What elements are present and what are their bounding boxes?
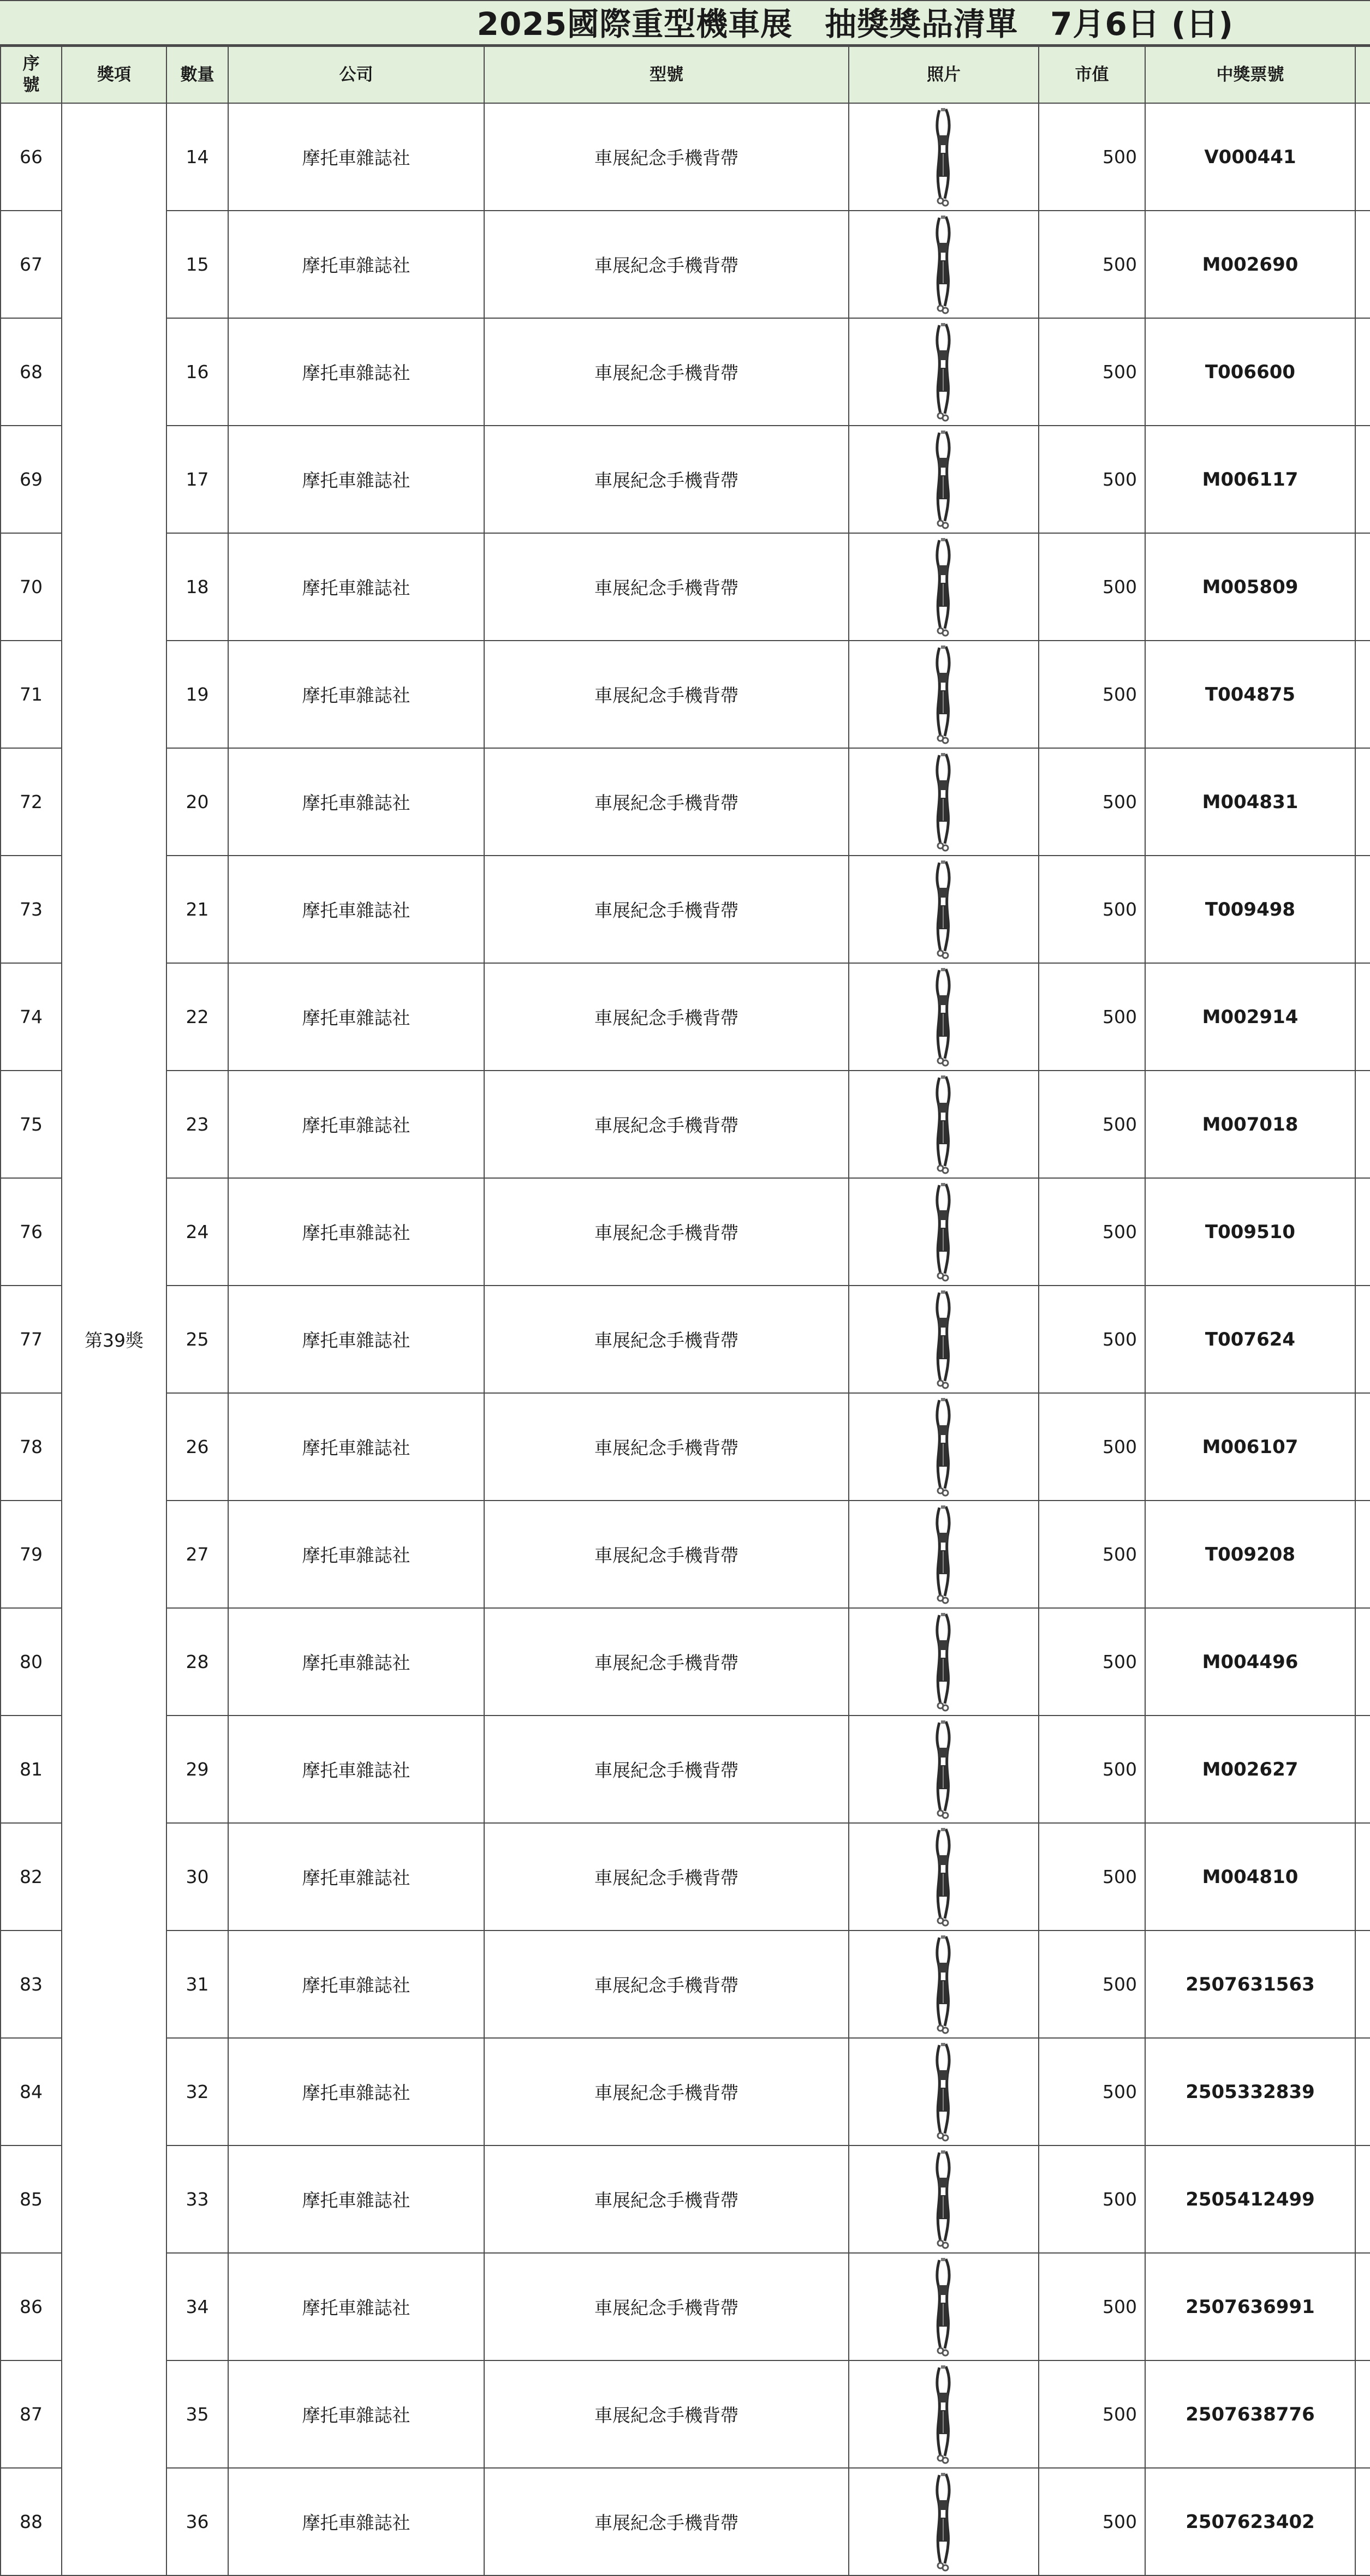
qty-cell: 19 — [166, 641, 228, 748]
seq-cell: 80 — [1, 1608, 62, 1716]
prize-cell: 第39獎 — [62, 103, 166, 2575]
qty-cell: 22 — [166, 963, 228, 1071]
phone-strap-icon — [927, 537, 960, 637]
company-cell: 摩托車雜誌社 — [228, 641, 484, 748]
value-cell: 500 — [1039, 426, 1145, 533]
value-cell: 500 — [1039, 1716, 1145, 1823]
table-row — [1, 1178, 1370, 1286]
value-cell: 500 — [1039, 2468, 1145, 2575]
header-model: 型號 — [484, 46, 849, 103]
model-cell: 車展紀念手機背帶 — [484, 426, 849, 533]
model-cell: 車展紀念手機背帶 — [484, 2360, 849, 2468]
header-seq: 序號 — [1, 46, 62, 103]
phone-strap-icon — [927, 967, 960, 1067]
value-cell: 500 — [1039, 533, 1145, 641]
value-cell: 500 — [1039, 641, 1145, 748]
table-row — [1, 426, 1370, 533]
ticket-cell: M004810 — [1145, 1823, 1355, 1930]
ticket-cell: 2505412499 — [1145, 2145, 1355, 2253]
seq-cell: 71 — [1, 641, 62, 748]
table-row — [1, 533, 1370, 641]
extra-cell — [1355, 963, 1370, 1071]
company-cell: 摩托車雜誌社 — [228, 426, 484, 533]
page-title: 2025國際重型機車展 抽獎獎品清單 7月6日 (日) — [476, 5, 1234, 43]
qty-cell: 31 — [166, 1930, 228, 2038]
company-cell: 摩托車雜誌社 — [228, 748, 484, 856]
seq-cell: 66 — [1, 103, 62, 211]
value-cell: 500 — [1039, 1393, 1145, 1501]
model-cell: 車展紀念手機背帶 — [484, 1393, 849, 1501]
model-cell: 車展紀念手機背帶 — [484, 1608, 849, 1716]
extra-cell — [1355, 1178, 1370, 1286]
seq-cell: 79 — [1, 1501, 62, 1608]
header-prize: 獎項 — [62, 46, 166, 103]
value-cell: 500 — [1039, 748, 1145, 856]
model-cell: 車展紀念手機背帶 — [484, 2468, 849, 2575]
photo-cell — [849, 1178, 1039, 1286]
company-cell: 摩托車雜誌社 — [228, 2038, 484, 2145]
extra-cell — [1355, 533, 1370, 641]
qty-cell: 25 — [166, 1286, 228, 1393]
company-cell: 摩托車雜誌社 — [228, 856, 484, 963]
seq-cell: 82 — [1, 1823, 62, 1930]
extra-cell — [1355, 748, 1370, 856]
phone-strap-icon — [927, 1074, 960, 1175]
photo-cell — [849, 533, 1039, 641]
value-cell: 500 — [1039, 963, 1145, 1071]
ticket-cell: T009510 — [1145, 1178, 1355, 1286]
phone-strap-icon — [927, 1827, 960, 1927]
company-cell: 摩托車雜誌社 — [228, 2253, 484, 2360]
photo-cell — [849, 2468, 1039, 2575]
extra-cell — [1355, 2038, 1370, 2145]
table-row — [1, 2360, 1370, 2468]
qty-cell: 20 — [166, 748, 228, 856]
model-cell: 車展紀念手機背帶 — [484, 641, 849, 748]
company-cell: 摩托車雜誌社 — [228, 1393, 484, 1501]
company-cell: 摩托車雜誌社 — [228, 1823, 484, 1930]
seq-cell: 69 — [1, 426, 62, 533]
prize-table — [0, 46, 1370, 2576]
seq-cell: 76 — [1, 1178, 62, 1286]
qty-cell: 29 — [166, 1716, 228, 1823]
extra-cell — [1355, 2468, 1370, 2575]
extra-cell — [1355, 1286, 1370, 1393]
photo-cell — [849, 103, 1039, 211]
model-cell: 車展紀念手機背帶 — [484, 1716, 849, 1823]
table-row — [1, 318, 1370, 426]
table-row — [1, 641, 1370, 748]
qty-cell: 15 — [166, 211, 228, 318]
table-row — [1, 103, 1370, 211]
value-cell: 500 — [1039, 2253, 1145, 2360]
seq-cell: 88 — [1, 2468, 62, 2575]
seq-cell: 84 — [1, 2038, 62, 2145]
value-cell: 500 — [1039, 856, 1145, 963]
table-row — [1, 1608, 1370, 1716]
qty-cell: 33 — [166, 2145, 228, 2253]
company-cell: 摩托車雜誌社 — [228, 1178, 484, 1286]
photo-cell — [849, 1501, 1039, 1608]
seq-cell: 74 — [1, 963, 62, 1071]
photo-cell — [849, 426, 1039, 533]
phone-strap-icon — [927, 859, 960, 960]
company-cell: 摩托車雜誌社 — [228, 211, 484, 318]
model-cell: 車展紀念手機背帶 — [484, 963, 849, 1071]
model-cell: 車展紀念手機背帶 — [484, 1501, 849, 1608]
company-cell: 摩托車雜誌社 — [228, 2468, 484, 2575]
extra-cell — [1355, 641, 1370, 748]
model-cell: 車展紀念手機背帶 — [484, 748, 849, 856]
photo-cell — [849, 856, 1039, 963]
phone-strap-icon — [927, 752, 960, 852]
qty-cell: 32 — [166, 2038, 228, 2145]
phone-strap-icon — [927, 1289, 960, 1390]
photo-cell — [849, 1823, 1039, 1930]
phone-strap-icon — [927, 1182, 960, 1282]
phone-strap-icon — [927, 2257, 960, 2357]
seq-cell: 77 — [1, 1286, 62, 1393]
phone-strap-icon — [927, 1934, 960, 2035]
extra-cell — [1355, 318, 1370, 426]
model-cell: 車展紀念手機背帶 — [484, 2038, 849, 2145]
extra-cell — [1355, 1501, 1370, 1608]
ticket-cell: T004875 — [1145, 641, 1355, 748]
table-row — [1, 1823, 1370, 1930]
table-row — [1, 856, 1370, 963]
table-body — [1, 103, 1370, 2575]
extra-cell — [1355, 2360, 1370, 2468]
table-row — [1, 1286, 1370, 1393]
model-cell: 車展紀念手機背帶 — [484, 1286, 849, 1393]
qty-cell: 14 — [166, 103, 228, 211]
seq-cell: 86 — [1, 2253, 62, 2360]
value-cell: 500 — [1039, 1501, 1145, 1608]
phone-strap-icon — [927, 429, 960, 530]
qty-cell: 17 — [166, 426, 228, 533]
ticket-cell: M002914 — [1145, 963, 1355, 1071]
photo-cell — [849, 1286, 1039, 1393]
extra-cell — [1355, 211, 1370, 318]
ticket-cell: M002690 — [1145, 211, 1355, 318]
table-row — [1, 2038, 1370, 2145]
seq-cell: 81 — [1, 1716, 62, 1823]
value-cell: 500 — [1039, 1178, 1145, 1286]
model-cell: 車展紀念手機背帶 — [484, 103, 849, 211]
table-row — [1, 748, 1370, 856]
extra-cell — [1355, 426, 1370, 533]
photo-cell — [849, 211, 1039, 318]
phone-strap-icon — [927, 2149, 960, 2250]
phone-strap-icon — [927, 107, 960, 207]
ticket-cell: M005809 — [1145, 533, 1355, 641]
seq-cell: 72 — [1, 748, 62, 856]
model-cell: 車展紀念手機背帶 — [484, 318, 849, 426]
table-row — [1, 1501, 1370, 1608]
value-cell: 500 — [1039, 1930, 1145, 2038]
header-extra — [1355, 46, 1370, 103]
qty-cell: 23 — [166, 1071, 228, 1178]
phone-strap-icon — [927, 644, 960, 745]
phone-strap-icon — [927, 1612, 960, 1712]
phone-strap-icon — [927, 1397, 960, 1497]
table-row — [1, 2145, 1370, 2253]
seq-cell: 83 — [1, 1930, 62, 2038]
value-cell: 500 — [1039, 318, 1145, 426]
value-cell: 500 — [1039, 2360, 1145, 2468]
model-cell: 車展紀念手機背帶 — [484, 1823, 849, 1930]
extra-cell — [1355, 1608, 1370, 1716]
table-row — [1, 2468, 1370, 2575]
company-cell: 摩托車雜誌社 — [228, 318, 484, 426]
ticket-cell: T006600 — [1145, 318, 1355, 426]
ticket-cell: T009498 — [1145, 856, 1355, 963]
header-value: 市值 — [1039, 46, 1145, 103]
seq-cell: 85 — [1, 2145, 62, 2253]
extra-cell — [1355, 2253, 1370, 2360]
photo-cell — [849, 2253, 1039, 2360]
photo-cell — [849, 1930, 1039, 2038]
ticket-cell: V000441 — [1145, 103, 1355, 211]
extra-cell — [1355, 1823, 1370, 1930]
photo-cell — [849, 963, 1039, 1071]
header-qty: 數量 — [166, 46, 228, 103]
model-cell: 車展紀念手機背帶 — [484, 2253, 849, 2360]
qty-cell: 28 — [166, 1608, 228, 1716]
qty-cell: 24 — [166, 1178, 228, 1286]
qty-cell: 35 — [166, 2360, 228, 2468]
qty-cell: 18 — [166, 533, 228, 641]
seq-cell: 78 — [1, 1393, 62, 1501]
ticket-cell: 2505332839 — [1145, 2038, 1355, 2145]
ticket-cell: M007018 — [1145, 1071, 1355, 1178]
extra-cell — [1355, 856, 1370, 963]
qty-cell: 34 — [166, 2253, 228, 2360]
value-cell: 500 — [1039, 2038, 1145, 2145]
value-cell: 500 — [1039, 1608, 1145, 1716]
model-cell: 車展紀念手機背帶 — [484, 211, 849, 318]
header-photo: 照片 — [849, 46, 1039, 103]
table-row — [1, 211, 1370, 318]
value-cell: 500 — [1039, 103, 1145, 211]
photo-cell — [849, 2145, 1039, 2253]
value-cell: 500 — [1039, 1286, 1145, 1393]
model-cell: 車展紀念手機背帶 — [484, 533, 849, 641]
title-bar — [0, 0, 1370, 46]
photo-cell — [849, 1071, 1039, 1178]
table-row — [1, 1393, 1370, 1501]
photo-cell — [849, 1716, 1039, 1823]
photo-cell — [849, 2038, 1039, 2145]
header-ticket: 中獎票號 — [1145, 46, 1355, 103]
phone-strap-icon — [927, 214, 960, 315]
company-cell: 摩托車雜誌社 — [228, 1286, 484, 1393]
company-cell: 摩托車雜誌社 — [228, 2145, 484, 2253]
phone-strap-icon — [927, 2042, 960, 2142]
qty-cell: 30 — [166, 1823, 228, 1930]
phone-strap-icon — [927, 1719, 960, 1820]
value-cell: 500 — [1039, 1071, 1145, 1178]
seq-cell: 87 — [1, 2360, 62, 2468]
ticket-cell: 2507636991 — [1145, 2253, 1355, 2360]
value-cell: 500 — [1039, 1823, 1145, 1930]
ticket-cell: T009208 — [1145, 1501, 1355, 1608]
model-cell: 車展紀念手機背帶 — [484, 1930, 849, 2038]
photo-cell — [849, 1393, 1039, 1501]
photo-cell — [849, 2360, 1039, 2468]
extra-cell — [1355, 2145, 1370, 2253]
ticket-cell: M002627 — [1145, 1716, 1355, 1823]
phone-strap-icon — [927, 2364, 960, 2465]
table-row — [1, 1716, 1370, 1823]
table-row — [1, 1930, 1370, 2038]
qty-cell: 16 — [166, 318, 228, 426]
header-company: 公司 — [228, 46, 484, 103]
phone-strap-icon — [927, 322, 960, 422]
extra-cell — [1355, 1930, 1370, 2038]
ticket-cell: M004496 — [1145, 1608, 1355, 1716]
phone-strap-icon — [927, 1504, 960, 1605]
seq-cell: 73 — [1, 856, 62, 963]
ticket-cell: M004831 — [1145, 748, 1355, 856]
table-row — [1, 963, 1370, 1071]
photo-cell — [849, 641, 1039, 748]
qty-cell: 27 — [166, 1501, 228, 1608]
seq-cell: 67 — [1, 211, 62, 318]
seq-cell: 68 — [1, 318, 62, 426]
model-cell: 車展紀念手機背帶 — [484, 2145, 849, 2253]
ticket-cell: 2507638776 — [1145, 2360, 1355, 2468]
header-row — [1, 46, 1370, 103]
company-cell: 摩托車雜誌社 — [228, 1608, 484, 1716]
extra-cell — [1355, 1716, 1370, 1823]
seq-cell: 70 — [1, 533, 62, 641]
qty-cell: 21 — [166, 856, 228, 963]
model-cell: 車展紀念手機背帶 — [484, 856, 849, 963]
value-cell: 500 — [1039, 2145, 1145, 2253]
ticket-cell: M006107 — [1145, 1393, 1355, 1501]
ticket-cell: 2507623402 — [1145, 2468, 1355, 2575]
phone-strap-icon — [927, 2472, 960, 2572]
seq-cell: 75 — [1, 1071, 62, 1178]
company-cell: 摩托車雜誌社 — [228, 1930, 484, 2038]
model-cell: 車展紀念手機背帶 — [484, 1178, 849, 1286]
ticket-cell: 2507631563 — [1145, 1930, 1355, 2038]
extra-cell — [1355, 103, 1370, 211]
company-cell: 摩托車雜誌社 — [228, 1071, 484, 1178]
qty-cell: 36 — [166, 2468, 228, 2575]
photo-cell — [849, 318, 1039, 426]
extra-cell — [1355, 1071, 1370, 1178]
photo-cell — [849, 748, 1039, 856]
table-row — [1, 1071, 1370, 1178]
ticket-cell: M006117 — [1145, 426, 1355, 533]
company-cell: 摩托車雜誌社 — [228, 963, 484, 1071]
photo-cell — [849, 1608, 1039, 1716]
ticket-cell: T007624 — [1145, 1286, 1355, 1393]
company-cell: 摩托車雜誌社 — [228, 103, 484, 211]
model-cell: 車展紀念手機背帶 — [484, 1071, 849, 1178]
company-cell: 摩托車雜誌社 — [228, 2360, 484, 2468]
table-row — [1, 2253, 1370, 2360]
value-cell: 500 — [1039, 211, 1145, 318]
company-cell: 摩托車雜誌社 — [228, 1501, 484, 1608]
qty-cell: 26 — [166, 1393, 228, 1501]
extra-cell — [1355, 1393, 1370, 1501]
company-cell: 摩托車雜誌社 — [228, 1716, 484, 1823]
company-cell: 摩托車雜誌社 — [228, 533, 484, 641]
